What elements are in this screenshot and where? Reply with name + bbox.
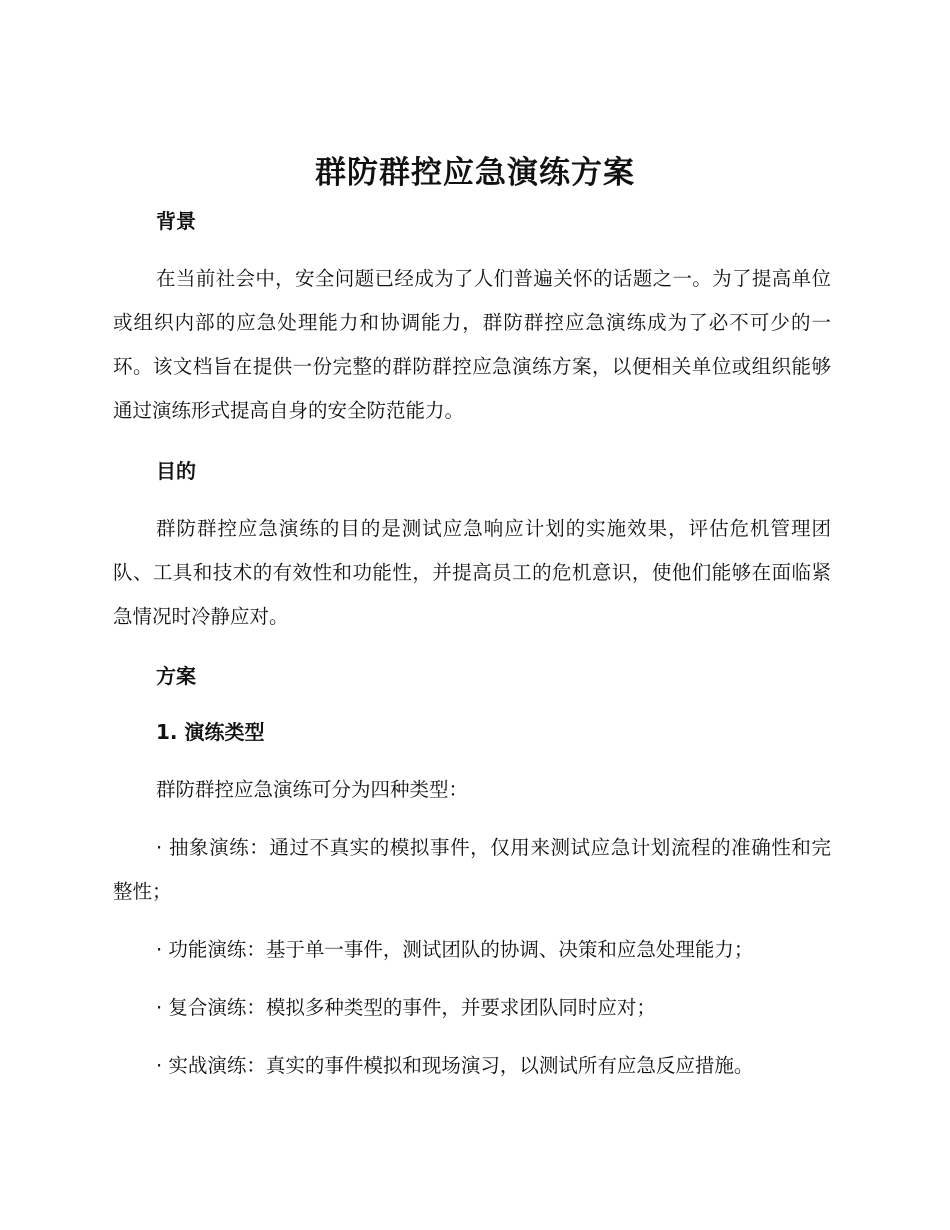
bullet-composite-drill: · 复合演练：模拟多种类型的事件，并要求团队同时应对； bbox=[156, 996, 656, 1019]
purpose-paragraph: 群防群控应急演练的目的是测试应急响应计划的实施效果，评估危机管理团队、工具和技术的有效性和功能性，并提高员工的危机意识，使他们能够在面临紧急情况时冷静应对。 bbox=[113, 517, 831, 628]
section-heading-purpose: 目的 bbox=[156, 459, 196, 483]
bullet-abstract-drill: · 抽象演练：通过不真实的模拟事件，仅用来测试应急计划流程的准确性和完整性； bbox=[113, 836, 831, 903]
bullet-live-drill: · 实战演练：真实的事件模拟和现场演习，以测试所有应急反应措施。 bbox=[156, 1054, 754, 1077]
subheading-drill-types: 1. 演练类型 bbox=[156, 720, 265, 744]
background-paragraph: 在当前社会中，安全问题已经成为了人们普遍关怀的话题之一。为了提高单位或组织内部的应急处理能力和协调能力，群防群控应急演练成为了必不可少的一环。该文档旨在提供一份完整的群防群控应急演练方案，以便相关单位或组织能够通过演练形式提高自身的安全防范能力。 bbox=[113, 267, 831, 422]
drill-types-intro: 群防群控应急演练可分为四种类型： bbox=[156, 778, 469, 801]
document-title: 群防群控应急演练方案 bbox=[315, 155, 635, 191]
section-heading-plan: 方案 bbox=[156, 664, 196, 688]
section-heading-background: 背景 bbox=[156, 209, 196, 233]
bullet-functional-drill: · 功能演练：基于单一事件，测试团队的协调、决策和应急处理能力； bbox=[156, 938, 754, 961]
